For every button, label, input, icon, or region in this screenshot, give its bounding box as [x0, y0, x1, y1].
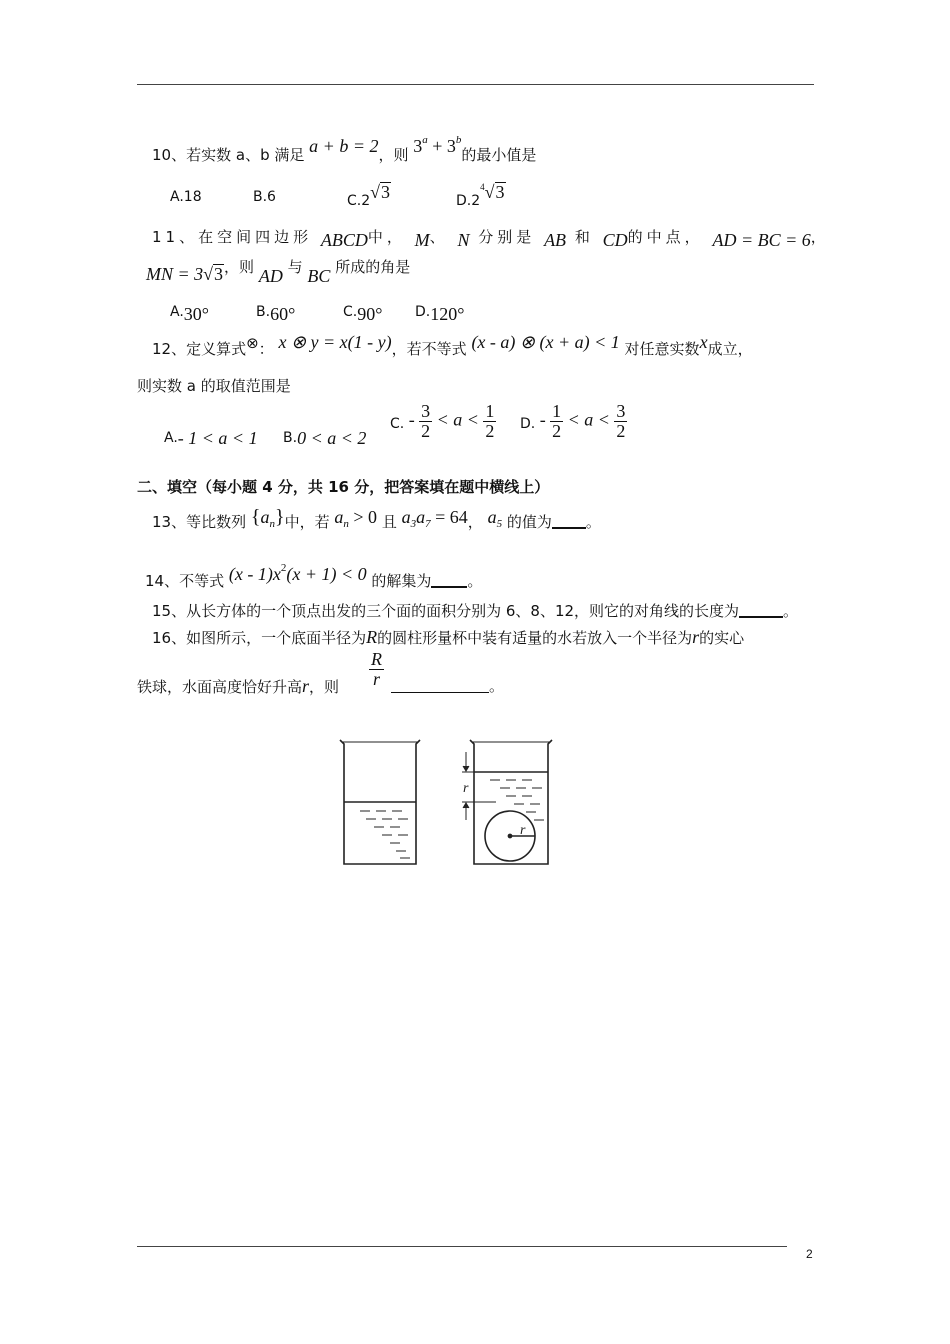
q11-option-d-value: 120°	[430, 304, 465, 324]
q10-exp1: a	[422, 134, 428, 146]
q11-ab: AB	[544, 230, 567, 250]
q11-label: 11、在空间四边形	[152, 228, 313, 246]
q12-option-b-value: 0 < a < 2	[297, 428, 367, 448]
q10-option-c-label: C.2	[347, 193, 371, 209]
q11-comma: ，	[810, 228, 830, 246]
beaker-figure	[330, 730, 570, 875]
figure-label-r-height: r	[463, 781, 469, 796]
q16-text2: 的圆柱形量杯中装有适量的水若放入一个半径为	[377, 629, 693, 647]
q12-option-a	[164, 426, 258, 447]
q10-tail: 的最小值是	[461, 146, 537, 164]
header-rule	[137, 84, 814, 85]
q14-answer-blank[interactable]	[431, 572, 467, 588]
q11-option-c-label: C.	[343, 304, 358, 320]
q12-option-d-frac2	[614, 402, 627, 441]
q11-option-a	[170, 300, 209, 324]
q11-tail: 所成的角是	[335, 258, 411, 276]
q16-r: r	[692, 627, 700, 647]
q13-qie: 且	[381, 513, 397, 531]
q12-option-d-frac1	[550, 402, 563, 441]
q10-expression	[413, 134, 462, 156]
q10-option-c-radicand: 3	[381, 182, 391, 202]
q16-answer-blank[interactable]	[391, 678, 489, 693]
question-15	[152, 601, 798, 621]
q11-option-b	[256, 300, 296, 324]
q14-tail: 的解集为	[371, 572, 432, 590]
q11-n: N	[457, 230, 470, 250]
q10-vars: a、b	[235, 146, 270, 164]
q11-bc: BC	[307, 266, 331, 286]
q11-yu: 与	[287, 258, 303, 276]
q12-option-d-label: D.	[520, 415, 536, 432]
q10-option-d: $D.2^4√3$	[456, 182, 505, 209]
q13-sequence: $\{a_n\}$	[250, 506, 285, 530]
q13-cond2-rest: = 64	[430, 507, 468, 527]
q11-mn-radicand: 3	[214, 264, 224, 284]
q11-he: 和	[574, 228, 594, 246]
q12-option-c-frac2-num: 1	[485, 401, 495, 421]
q13-target-a: a	[487, 507, 497, 527]
q11-option-c-value: 90°	[357, 304, 383, 324]
q12-option-d-frac1-num: 1	[552, 401, 562, 421]
q10-exp2: b	[455, 134, 462, 146]
q12-option-b	[283, 426, 366, 447]
q12-option-c-minus: -	[408, 409, 415, 430]
q16-line2a: 铁球，水面高度恰好升高	[137, 678, 303, 696]
q13-cond1	[334, 507, 378, 530]
q13-end: 。	[585, 513, 601, 531]
q13-target	[487, 507, 503, 530]
q10-sep: ，则	[378, 146, 409, 164]
beaker-right	[462, 740, 552, 864]
q12-ruo: ，若不等式	[391, 340, 467, 358]
question-10	[152, 134, 537, 165]
q13-cond1-rest: > 0	[348, 507, 378, 527]
q13-seq-a: a	[260, 507, 270, 527]
question-11	[152, 226, 830, 250]
q15-text: 15、从长方体的一个顶点出发的三个面的面积分别为 6、8、12，则它的对角线的长度为	[152, 602, 740, 620]
q12-option-d-frac2-den: 2	[616, 421, 626, 441]
q11-option-d-label: D.	[415, 304, 431, 320]
q11-midpoint: 的中点，	[627, 228, 704, 246]
q13-seq-sub: n	[269, 518, 275, 530]
q16-answer	[391, 676, 504, 696]
q12-option-c-frac1-num: 3	[421, 401, 431, 421]
q12-option-a-label: A.	[164, 430, 178, 446]
q13-cond1-a: a	[334, 507, 344, 527]
q11-fenbie: 分别是	[478, 228, 536, 246]
question-12	[152, 332, 753, 359]
q16-text3: 的实心	[699, 629, 745, 647]
question-13	[152, 506, 601, 538]
page-number: 2	[806, 1247, 813, 1261]
q14-ineq-a: (x - 1)x	[228, 564, 281, 584]
q10-plus: + 3	[427, 136, 456, 156]
q16-R: R	[366, 627, 378, 647]
q12-option-c-frac2-den: 2	[485, 421, 495, 441]
q13-cond2	[401, 507, 468, 530]
q12-label: 12、定义算式	[152, 340, 247, 358]
q16-line2b: ，则	[309, 678, 340, 696]
q14-label: 14、不等式	[145, 572, 225, 590]
q12-option-d-frac1-den: 2	[552, 421, 562, 441]
q12-x: x	[699, 332, 708, 352]
q11-option-b-label: B.	[256, 304, 271, 320]
q12-dui: 对任意实数	[624, 340, 700, 358]
q11-m: M	[414, 230, 430, 250]
q13-answer-blank[interactable]	[552, 513, 586, 529]
question-16-line2	[137, 676, 339, 697]
q14-ineq-sup: 2	[280, 562, 287, 574]
q13-comma: ，	[467, 513, 483, 531]
q13-cond2-sub2: 7	[425, 518, 431, 530]
q11-option-a-label: A.	[170, 304, 184, 320]
q11-ze: ，则	[224, 258, 255, 276]
q12-option-d	[520, 402, 627, 441]
q14-ineq-b: (x + 1) < 0	[286, 564, 367, 584]
q12-colon: ：	[258, 340, 274, 358]
q10-option-d-radicand: 3	[495, 182, 505, 202]
q11-equation: AD = BC = 6	[712, 230, 811, 250]
q16-text1: 16、如图所示，一个底面半径为	[152, 629, 367, 647]
q13-label: 13、等比数列	[152, 513, 247, 531]
q15-end: 。	[783, 602, 799, 620]
q12-otimes: ⊗	[246, 334, 259, 352]
q10-option-d-label: D.2	[456, 193, 481, 209]
q11-dun: 、	[429, 228, 449, 246]
q11-cd: CD	[602, 230, 628, 250]
q12-option-c-label: C.	[390, 415, 405, 432]
q16-fraction	[369, 650, 384, 689]
question-14	[145, 564, 482, 591]
beaker-left	[340, 740, 420, 864]
q12-option-c-mid: < a <	[436, 409, 479, 430]
q12-option-c-frac2	[483, 402, 496, 441]
q13-tail: 的值为	[506, 513, 552, 531]
q16-end: 。	[489, 677, 505, 695]
q11-option-b-value: 60°	[270, 304, 296, 324]
q12-option-c-frac1-den: 2	[421, 421, 431, 441]
q16-frac-den: r	[372, 669, 380, 689]
q10-option-c: C.2√3	[347, 182, 391, 209]
q10-option-a: A.18	[170, 189, 202, 205]
q16-frac-num: R	[371, 649, 382, 669]
q11-option-d	[415, 300, 465, 324]
figure-label-r-radius: r	[520, 823, 526, 838]
q12-cheng: 成立，	[707, 340, 753, 358]
section-2-heading: 二、填空（每小题 4 分，共 16 分，把答案填在题中横线上）	[137, 478, 550, 496]
q12-option-a-value: - 1 < a < 1	[177, 428, 258, 448]
q11-quad: ABCD	[320, 230, 368, 250]
q10-text: 满足	[274, 146, 305, 164]
q12-option-c-frac1	[419, 402, 432, 441]
q13-cond2-sub1: 3	[410, 518, 417, 530]
q12-option-d-minus: -	[539, 409, 546, 430]
q14-end: 。	[467, 572, 483, 590]
q11-mn: MN = 3	[146, 264, 204, 284]
footer-rule	[137, 1246, 787, 1247]
q10-option-d-index: 4	[480, 182, 485, 192]
q11-option-c	[343, 300, 383, 324]
q12-definition: x ⊗ y = x(1 - y)	[278, 332, 392, 352]
question-11-line2: MN = 3√3，则 AD 与 BC 所成的角是	[146, 258, 411, 286]
q10-option-b: B.6	[253, 189, 276, 205]
q14-inequality	[228, 562, 367, 584]
q16-line2-r: r	[302, 676, 310, 696]
q10-label: 10、若实数	[152, 146, 232, 164]
q12-option-d-frac2-num: 3	[616, 401, 626, 421]
q12-option-d-mid: < a <	[567, 409, 610, 430]
q11-zhong: 中，	[367, 228, 406, 246]
question-16	[152, 627, 744, 648]
q13-zhong: 中，若	[284, 513, 330, 531]
q13-cond2-a1: a	[401, 507, 411, 527]
q13-cond2-a2: a	[416, 507, 426, 527]
q12-option-c	[390, 402, 496, 441]
q11-ad: AD	[258, 266, 283, 286]
q10-base1: 3	[413, 136, 423, 156]
q12-inequality: (x - a) ⊗ (x + a) < 1	[471, 332, 620, 352]
question-12-line2: 则实数 a 的取值范围是	[137, 377, 291, 395]
q15-answer-blank[interactable]	[739, 602, 783, 618]
q13-cond1-sub: n	[343, 518, 349, 530]
q10-condition: a + b = 2	[309, 136, 379, 156]
q12-option-b-label: B.	[283, 430, 298, 446]
q11-option-a-value: 30°	[183, 304, 209, 324]
q13-target-sub: 5	[496, 518, 503, 530]
